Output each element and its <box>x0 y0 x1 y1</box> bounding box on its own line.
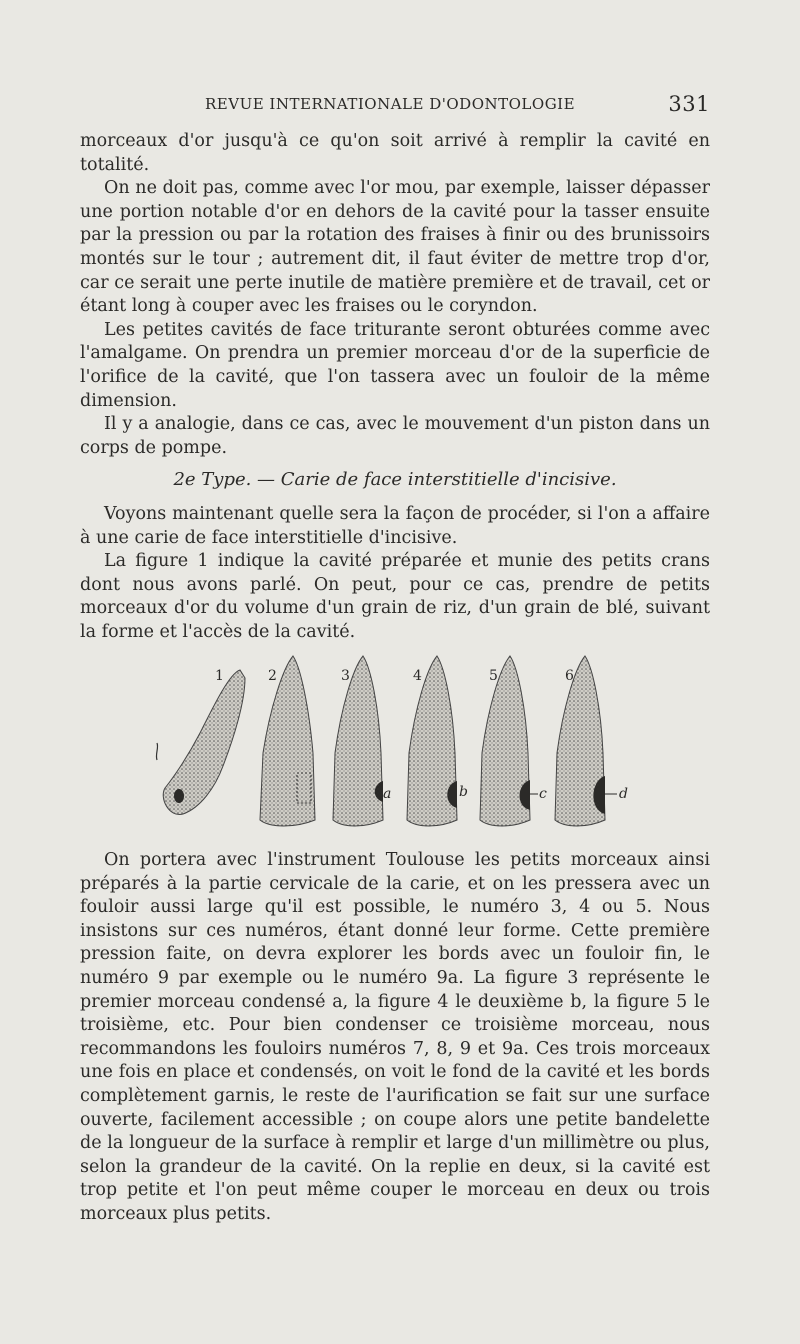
figure-letter: b <box>459 784 468 800</box>
running-title: REVUE INTERNATIONALE D'ODONTOLOGIE <box>205 95 576 113</box>
figure-number: 3 <box>341 668 350 684</box>
paragraph: La figure 1 indique la cavité préparée et munie des petits crans dont nous avons parlé. On peut, pour ce cas, prendre de petits morceaux d'or du volume d'un grain de riz, d'un grain de blé, suivant la forme et l'accès de la cavité. <box>80 551 710 642</box>
paragraph: On ne doit pas, comme avec l'or mou, par exemple, laisser dépasser une portion notable d'or en dehors de la cavité pour la tasser ensuite par la pression ou par la rotation des fraises à finir ou des brunissoirs montés sur le tour ; autrement dit, il faut éviter de mettre trop d'or, car ce serait une perte inutile de matière première et de travail, cet or étant long à couper avec les fraises ou le coryndon. <box>80 178 710 317</box>
text-block-1 <box>80 130 710 460</box>
figure-number: 1 <box>215 668 224 684</box>
figure-letter: d <box>619 786 628 802</box>
paragraph: morceaux d'or jusqu'à ce qu'on soit arrivé à remplir la cavité en totalité. <box>80 131 710 175</box>
figure-number: 6 <box>565 668 574 684</box>
figure-number: 4 <box>413 668 422 684</box>
figure-number: 2 <box>268 668 277 684</box>
figure-letter: c <box>539 786 547 802</box>
text-block-3 <box>80 849 710 1227</box>
page-number: 331 <box>668 92 710 116</box>
text-block-2 <box>80 503 710 645</box>
figure-number: 5 <box>489 668 498 684</box>
paragraph: Il y a analogie, dans ce cas, avec le mouvement d'un piston dans un corps de pompe. <box>80 414 710 458</box>
tooth-figure-5 <box>480 656 547 826</box>
incisor-figure <box>145 648 665 833</box>
tooth-figure-6 <box>555 656 628 826</box>
paragraph: Voyons maintenant quelle sera la façon de procéder, si l'on a affaire à une carie de face interstitielle d'incisive. <box>80 504 710 548</box>
figure-letter: a <box>383 786 392 802</box>
paragraph: Les petites cavités de face triturante seront obturées comme avec l'amalgame. On prendra un premier morceau d'or de la superficie de l'orifice de la cavité, que l'on tassera avec un fouloir de la même dimension. <box>80 319 710 411</box>
tooth-figure-4 <box>407 656 468 826</box>
tooth-figure-2 <box>260 656 315 826</box>
tooth-figure-1 <box>156 668 245 815</box>
section-subheading: 2e Type. — Carie de face interstitielle d'incisive. <box>173 469 617 490</box>
paragraph: On portera avec l'instrument Toulouse les petits morceaux ainsi préparés à la partie cervicale de la carie, et on les pressera avec un fouloir aussi large qu'il est possible, le numéro 3, 4 ou 5. Nous insistons sur ces numéros, étant donné leur forme. Cette première pression faite, on devra explorer les bords avec un fouloir fin, le numéro 9 par exemple ou le numéro 9a. La figure 3 représente le premier morceau condensé a, la figure 4 le deuxième b, la figure 5 le troisième, etc. Pour bien condenser ce troisième morceau, nous recommandons les fouloirs numéros 7, 8, 9 et 9a. Ces trois morceaux une fois en place et condensés, on voit le fond de la cavité et les bords complètement garnis, le reste de l'aurification se fait sur une surface ouverte, facilement accessible ; on coupe alors une petite bandelette de la longueur de la surface à remplir et large d'un millimètre ou plus, selon la grandeur de la cavité. On la replie en deux, si la cavité est trop petite et l'on peut même couper le morceau en deux ou trois morceaux plus petits. <box>80 850 710 1224</box>
running-header <box>80 92 710 121</box>
tooth-figure-3 <box>333 656 391 826</box>
